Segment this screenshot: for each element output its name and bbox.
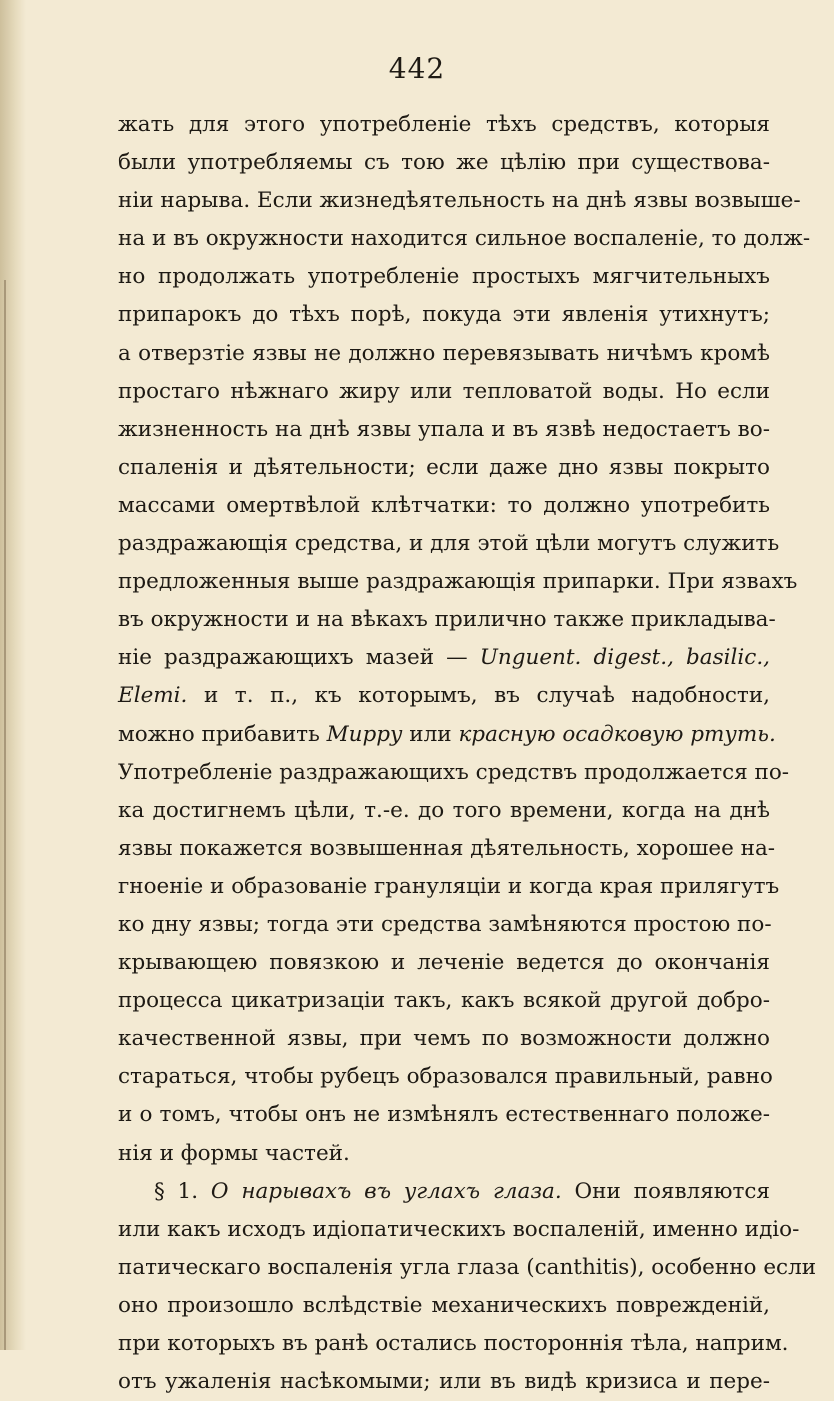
text-segment: ніи нарыва. Если жизнедѣятельность на днѣ язвы возвыше- — [118, 188, 801, 214]
page-number: 442 — [388, 52, 446, 85]
text-line — [118, 1287, 770, 1325]
text-line — [118, 1211, 800, 1249]
text-segment: жизненность на днѣ язвы упала и въ язвѣ недостаетъ во- — [118, 416, 770, 442]
text-line — [118, 525, 780, 563]
text-line — [118, 487, 770, 525]
text-segment: массами омертвѣлой клѣтчатки: то должно употребить — [118, 492, 770, 518]
text-line — [118, 335, 770, 373]
text-segment: ко дну язвы; тогда эти средства замѣняются простою по- — [118, 911, 772, 937]
text-line — [118, 1363, 770, 1401]
text-segment: оно произошло вслѣдствіе механическихъ поврежденій, — [118, 1292, 770, 1318]
text-segment: простаго нѣжнаго жиру или тепловатой воды. Но если — [118, 378, 770, 404]
text-segment: язвы покажется возвышенная дѣятельность, хорошее на- — [118, 835, 776, 861]
text-line — [118, 601, 776, 639]
text-line — [118, 639, 770, 677]
italic-segment: Мирру — [326, 721, 403, 747]
text-line — [118, 716, 776, 754]
text-line — [118, 1325, 789, 1363]
binding-rule — [4, 280, 6, 1350]
text-segment: предложенныя выше раздражающія припарки. При язвахъ — [118, 569, 798, 595]
text-segment: нія и формы частей. — [118, 1140, 350, 1166]
text-segment: можно прибавить — [118, 721, 327, 747]
text-segment: раздражающія средства, и для этой цѣли могутъ служить — [118, 531, 780, 557]
text-line — [118, 220, 811, 258]
text-line — [118, 258, 770, 296]
text-segment: гноеніе и образованіе грануляціи и когда края прилягутъ — [118, 873, 780, 899]
text-line — [118, 449, 770, 487]
text-line — [118, 792, 770, 830]
text-segment: жать для этого употребленіе тѣхъ средствъ, которыя — [118, 112, 770, 137]
italic-segment: красную осадковую ртуть. — [458, 721, 776, 747]
italic-segment: Unguent. digest., basilic., — [479, 645, 771, 671]
text-segment: на и въ окружности находится сильное воспаленіе, то долж- — [118, 226, 811, 252]
text-line — [118, 754, 790, 792]
text-segment: спаленія и дѣятельности; если даже дно язвы покрыто — [118, 454, 770, 480]
text-line — [118, 563, 798, 601]
text-segment: и т. п., къ которымъ, въ случаѣ надобности, — [187, 683, 770, 709]
text-line — [118, 868, 780, 906]
text-line — [118, 830, 776, 868]
text-line — [118, 1096, 770, 1134]
text-line — [118, 1249, 817, 1287]
text-segment: ніе раздражающихъ мазей — — [118, 645, 480, 671]
text-segment: или какъ исходъ идіопатическихъ воспаленій, именно идіо- — [118, 1216, 800, 1242]
text-line — [118, 906, 770, 944]
italic-segment: О нарывахъ въ углахъ глаза. — [210, 1178, 562, 1204]
text-segment: а отверзтіе язвы не должно перевязывать ничѣмъ кромѣ — [118, 340, 770, 366]
text-line — [118, 944, 770, 982]
text-segment: качественной язвы, при чемъ по возможности должно — [118, 1026, 770, 1052]
text-line — [118, 411, 770, 449]
text-line — [118, 1020, 770, 1058]
text-segment: отъ ужаленія насѣкомыми; или въ видѣ кризиса и пере- — [118, 1369, 770, 1395]
text-segment: въ окружности и на вѣкахъ прилично также прикладыва- — [118, 607, 776, 633]
text-segment: Они появляются — [561, 1178, 770, 1204]
page-left-edge — [0, 0, 26, 1350]
text-segment: патическаго воспаленія угла глаза (canthitis), особенно если — [118, 1254, 817, 1280]
text-segment: § 1. — [154, 1178, 211, 1204]
text-segment: стараться, чтобы рубецъ образовался правильный, равно — [118, 1064, 773, 1090]
text-segment: процесса цикатризаціи такъ, какъ всякой другой добро- — [118, 988, 770, 1014]
text-segment: и о томъ, чтобы онъ не измѣнялъ естественнаго положе- — [118, 1102, 770, 1128]
text-segment: припарокъ до тѣхъ порѣ, покуда эти явленія утихнутъ; — [118, 302, 770, 328]
text-segment: были употребляемы съ тою же цѣлію при существова- — [118, 150, 770, 176]
text-segment: или — [402, 721, 459, 747]
text-block — [118, 106, 817, 1401]
text-line — [118, 1173, 770, 1211]
text-line — [118, 144, 770, 182]
text-segment: но продолжать употребленіе простыхъ мягчительныхъ — [118, 264, 770, 290]
text-segment: при которыхъ въ ранѣ остались постороннія тѣла, наприм. — [118, 1331, 789, 1356]
text-line — [118, 1058, 773, 1096]
text-segment: ка достигнемъ цѣли, т.-е. до того времени, когда на днѣ — [118, 797, 770, 823]
text-line — [118, 1135, 770, 1173]
text-line — [118, 373, 770, 411]
text-line — [118, 296, 770, 334]
text-segment: крывающею повязкою и леченіе ведется до окончанія — [118, 950, 770, 976]
text-line — [118, 982, 770, 1020]
text-segment: Употребленіе раздражающихъ средствъ продолжается по- — [118, 759, 790, 785]
text-line — [118, 106, 770, 144]
text-line — [118, 182, 801, 220]
text-line — [118, 677, 770, 715]
italic-segment: Elemi. — [118, 683, 188, 709]
